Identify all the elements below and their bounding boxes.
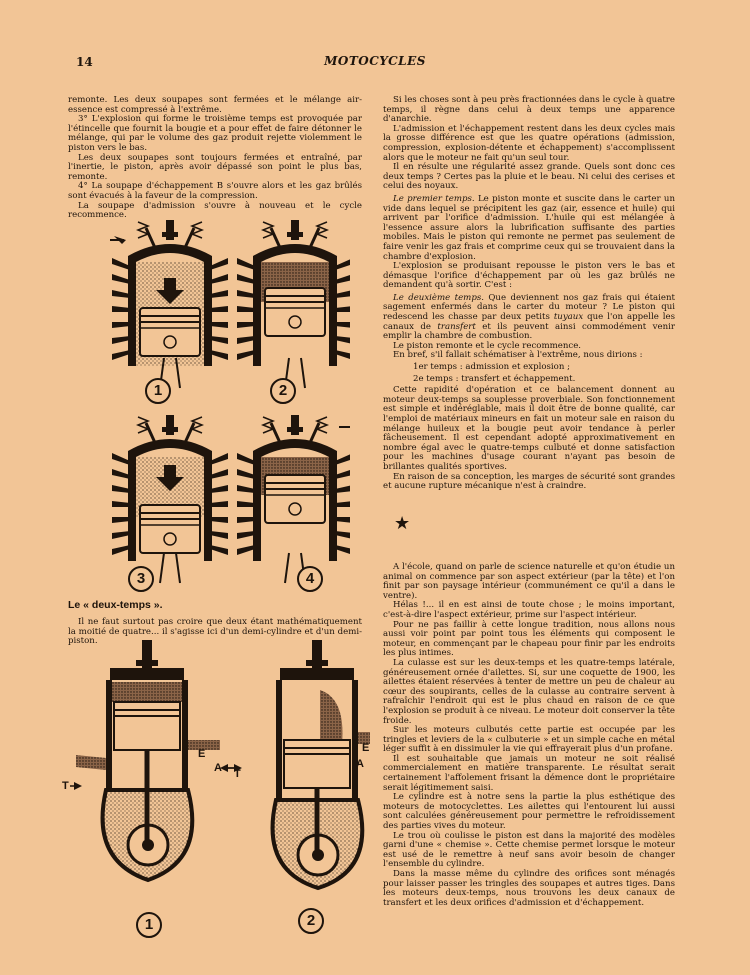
paragraph-part: et ils peuvent ainsi commodément venir emplir la chambre de combustion. [383,321,675,342]
right-top-text [383,96,675,492]
paragraph: L'admission et l'échappement restent dans les deux cycles mais la grosse différence est que les quatre opérations (admission, compression, explosion-détente et échappement) s'accomplissent alors que le moteur ne fait qu'un seul tour. [383,123,675,163]
emphasis: tuyaux [553,312,584,323]
paragraph: A l'école, quand on parle de science naturelle et qu'on étudie un animal on commence par son aspect extérieur (par la tête) et l'on finit par son paysage intérieur (communément ce qu'il a dans le ventre). [383,562,675,601]
four-stroke-diagrams [110,218,350,598]
figure-number-4: 4 [297,566,323,592]
list-item: 2e temps : transfert et échappement. [413,373,576,384]
paragraph: 4° La soupape d'échappement B s'ouvre alors et les gaz brûlés sont évacués à la faveur de la compression. [68,181,362,201]
paragraph: Hélas !... il en est ainsi de toute chose ; le moins important, c'est-à-dire l'aspect extérieur, prime sur l'aspect intérieur. [383,600,675,620]
paragraph: La culasse est sur les deux-temps et les quatre-temps latérale, généreusement ornée d'ailettes. Si, sur une coquette de 1900, les ailettes étaient réservées à tenter de mettre un peu de chaleur au cœur des soupirants, celles de la culasse au contraire servent à rafraîchir l'endroit qui est le plus chaud en raison de ce que l'explosion se produit à ce niveau. Le moteur doit conserver la tête froide. [383,657,675,726]
right-bottom-text [383,563,675,908]
star-ornament: ★ [394,513,411,534]
paragraph: L'explosion se produisant repousse le piston vers le bas et démasque l'orifice d'échappement par où les gaz brûlés ne demandent qu'à sortir. C'est : [383,261,675,291]
two-stroke-diagrams [70,640,370,910]
two-stroke-number-1: 1 [136,912,162,938]
paragraph: Le piston remonte et le cycle recommence. [393,340,582,351]
paragraph: Le cylindre est à notre sens la partie la plus esthétique des moteurs de motocyclettes. Les ailettes qui l'entourent lui aussi sont calculées généreusement pour permettre le refroidissement des parties vives du moteur. [383,792,675,832]
paragraph: Dans la masse même du cylindre des orifices sont ménagés pour laisser passer les tringles des soupapes et autres tiges. Dans les moteurs deux-temps, nous trouvons les deux canaux de transfert et les deux orifices d'admission et d'échappement. [383,869,675,908]
paragraph: Si les choses sont à peu près fractionnées dans le cycle à quatre temps, il règne dans celui à deux temps une apparence d'anarchie. [383,95,675,125]
figure-number-2: 2 [270,378,296,404]
label-e-right: E [362,742,370,754]
paragraph: Sur les moteurs culbutés cette partie est occupée par les tringles et leviers de la « culbuterie » et un simple cache en métal léger suffit à en dissimuler la vie qui effrayerait plus d'un profane. [383,725,675,755]
paragraph: Le trou où coulisse le piston est dans la majorité des modèles garni d'une « chemise ». Cette chemise permet lorsque le moteur est usé de le remettre à neuf sans avoir besoin de changer l'ensemble du cylindre. [383,830,675,870]
paragraph: La soupape d'admission s'ouvre à nouveau et le cycle recommence. [68,200,362,221]
paragraph: 3° L'explosion qui forme le troisième temps est provoquée par l'étincelle que fournit la bougie et a pour effet de faire détonner le mélange, qui par le volume des gaz produit rejette violemment le piston vers le bas. [68,114,362,153]
label-t-center: T [234,768,241,780]
paragraph: En raison de sa conception, les marges de sécurité sont grandes et aucune rupture mécanique n'est à craindre. [383,471,675,492]
paragraph-part: Que deviennent nos gaz frais qui étaient sagement enfermés dans le carter du moteur ? Le piston qui redescend les chasse par deux petits [383,292,675,323]
paragraph: remonte. Les deux soupapes sont fermées et le mélange air-essence est compressé à l'extrême. [68,95,362,115]
page-number: 14 [76,55,93,69]
paragraph: Pour ne pas faillir à cette longue tradition, nous allons nous aussi voir point par point tous les éléments qui composent le moteur, en commençant par le chapeau pour finir par les endroits les plus intimes. [383,619,675,659]
two-stroke-number-2: 2 [298,908,324,934]
running-title: MOTOCYCLES [324,54,426,68]
label-e-left: E [198,748,206,760]
label-t-left: T [62,780,69,792]
emphasis: Le premier temps. [393,193,475,204]
label-a-right: A [356,758,364,770]
paragraph: Les deux soupapes sont toujours fermées et entraîné, par l'inertie, le piston, après avoir dépassé son point le plus bas, remonte. [68,152,362,182]
paragraph: Il est souhaitable que jamais un moteur ne soit réalisé commercialement en matière transparente. Le résultat serait certainement l'affolement frisant la démence dont le propriétaire serait légitimement saisi. [383,753,675,793]
paragraph: En bref, s'il fallait schématiser à l'extrême, nous dirions : [393,350,643,361]
paragraph-part: que l'on appelle les canaux de [383,312,675,332]
figure-number-1: 1 [145,378,171,404]
label-a-center: A [214,762,222,774]
section-heading: Le « deux-temps ». [68,599,163,611]
left-top-text [68,96,362,221]
figure-number-3: 3 [128,566,154,592]
paragraph: Il en résulte une régularité assez grande. Quels sont donc ces deux temps ? Certes pas la pluie et le beau. Ni celui des cerises et celui des noyaux. [383,162,675,192]
paragraph: Le piston monte et suscite dans le carter un vide dans lequel se précipitent les gaz (air, essence et huile) qui arrivent par l'orifice d'admission. L'huile qui est mélangée à l'essence assure alors la lubrification suffisante des parties mobiles. Mais le piston qui remonte ne permet pas seulement de faire venir les gaz frais et comprime ceux qui se trouvaient dans la chambre d'explosion. [383,193,675,262]
emphasis: Le deuxième temps. [393,292,484,303]
paragraph: Il ne faut surtout pas croire que deux étant mathématiquement la moitié de quatre... il s'agisse ici d'un demi-cylindre et d'un demi-piston. [68,617,362,647]
emphasis: transfert [437,321,476,332]
paragraph: Cette rapidité d'opération et ce balancement donnent au moteur deux-temps sa souplesse proverbiale. Son fonctionnement est simple et indéréglable, mais il doit être de bonne qualité, car l'emploi de matériaux mineurs en fait un moteur sale en raison du mélange huileux et la bougie peut avoir tendance à perler fâcheusement. Il est cependant adopté approximativement en nombre égal avec le quatre-temps culbuté et donne satisfaction pour les machines d'usage courant n'ayant pas besoin de brillantes qualités sportives. [383,385,675,472]
list-item: 1er temps : admission et explosion ; [413,362,571,373]
